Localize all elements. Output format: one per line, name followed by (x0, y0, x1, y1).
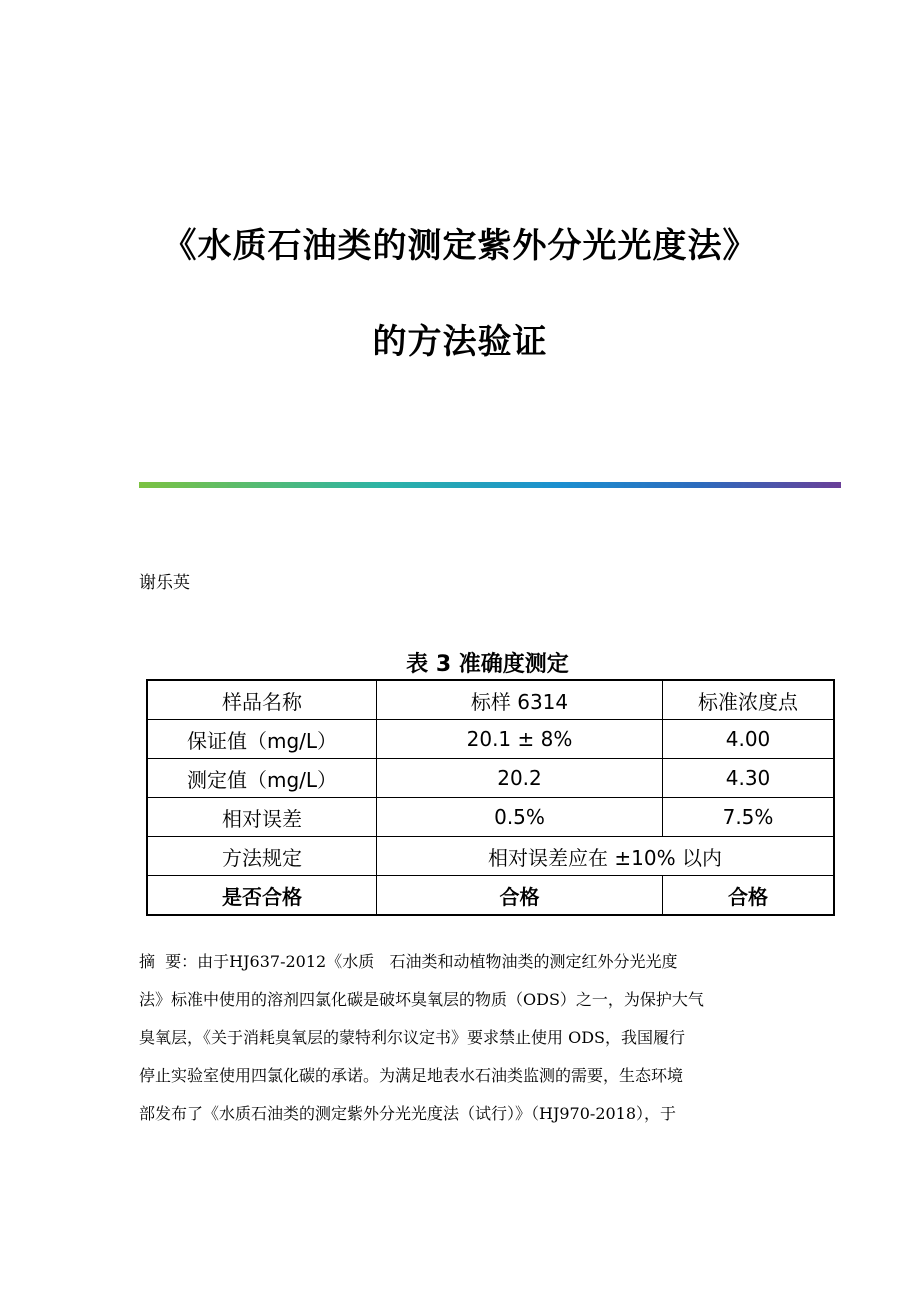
table-cell: 20.2 (377, 759, 663, 798)
table-header-cell: 样品名称 (147, 680, 377, 720)
document-title-line-1: 《水质石油类的测定紫外分光光度法》 (162, 226, 758, 266)
table-cell: 测定值（mg/L） (147, 759, 377, 798)
table-cell: 合格 (663, 876, 835, 916)
abstract-paragraph (139, 948, 789, 1138)
table-cell: 0.5% (377, 798, 663, 837)
table-cell: 相对误差 (147, 798, 377, 837)
table-cell: 4.30 (663, 759, 835, 798)
table-header-cell: 标准浓度点 (663, 680, 835, 720)
table-header-row (147, 680, 834, 720)
table-cell: 方法规定 (147, 837, 377, 876)
table-cell: 7.5% (663, 798, 835, 837)
table-caption: 表 3 准确度测定 (406, 652, 569, 677)
table-row (147, 798, 834, 837)
abstract-line: 部发布了《水质石油类的测定紫外分光光度法（试行）》（HJ970-2018），于 (139, 1104, 677, 1123)
table-cell: 保证值（mg/L） (147, 720, 377, 759)
table-cell: 合格 (377, 876, 663, 916)
author-name: 谢乐英 (139, 573, 190, 593)
abstract-line: 法》标准中使用的溶剂四氯化碳是破坏臭氧层的物质（ODS）之一，为保护大气 (139, 990, 704, 1009)
table-row-method (147, 837, 834, 876)
gradient-divider (139, 482, 841, 488)
table-cell: 20.1 ± 8% (377, 720, 663, 759)
abstract-line: 摘 要：由于HJ637-2012《水质 石油类和动植物油类的测定红外分光光度 (139, 952, 678, 971)
table-row (147, 759, 834, 798)
document-title-line-2: 的方法验证 (372, 322, 548, 362)
table-cell: 是否合格 (147, 876, 377, 916)
abstract-line: 臭氧层，《关于消耗臭氧层的蒙特利尔议定书》要求禁止使用 ODS，我国履行 (139, 1028, 685, 1047)
abstract-line: 停止实验室使用四氯化碳的承诺。为满足地表水石油类监测的需要，生态环境 (139, 1066, 684, 1085)
table-cell-merged: 相对误差应在 ±10% 以内 (377, 837, 835, 876)
table-header-cell: 标样 6314 (377, 680, 663, 720)
table-cell: 4.00 (663, 720, 835, 759)
table-row (147, 720, 834, 759)
table-row-result (147, 876, 834, 916)
accuracy-table (146, 679, 835, 916)
